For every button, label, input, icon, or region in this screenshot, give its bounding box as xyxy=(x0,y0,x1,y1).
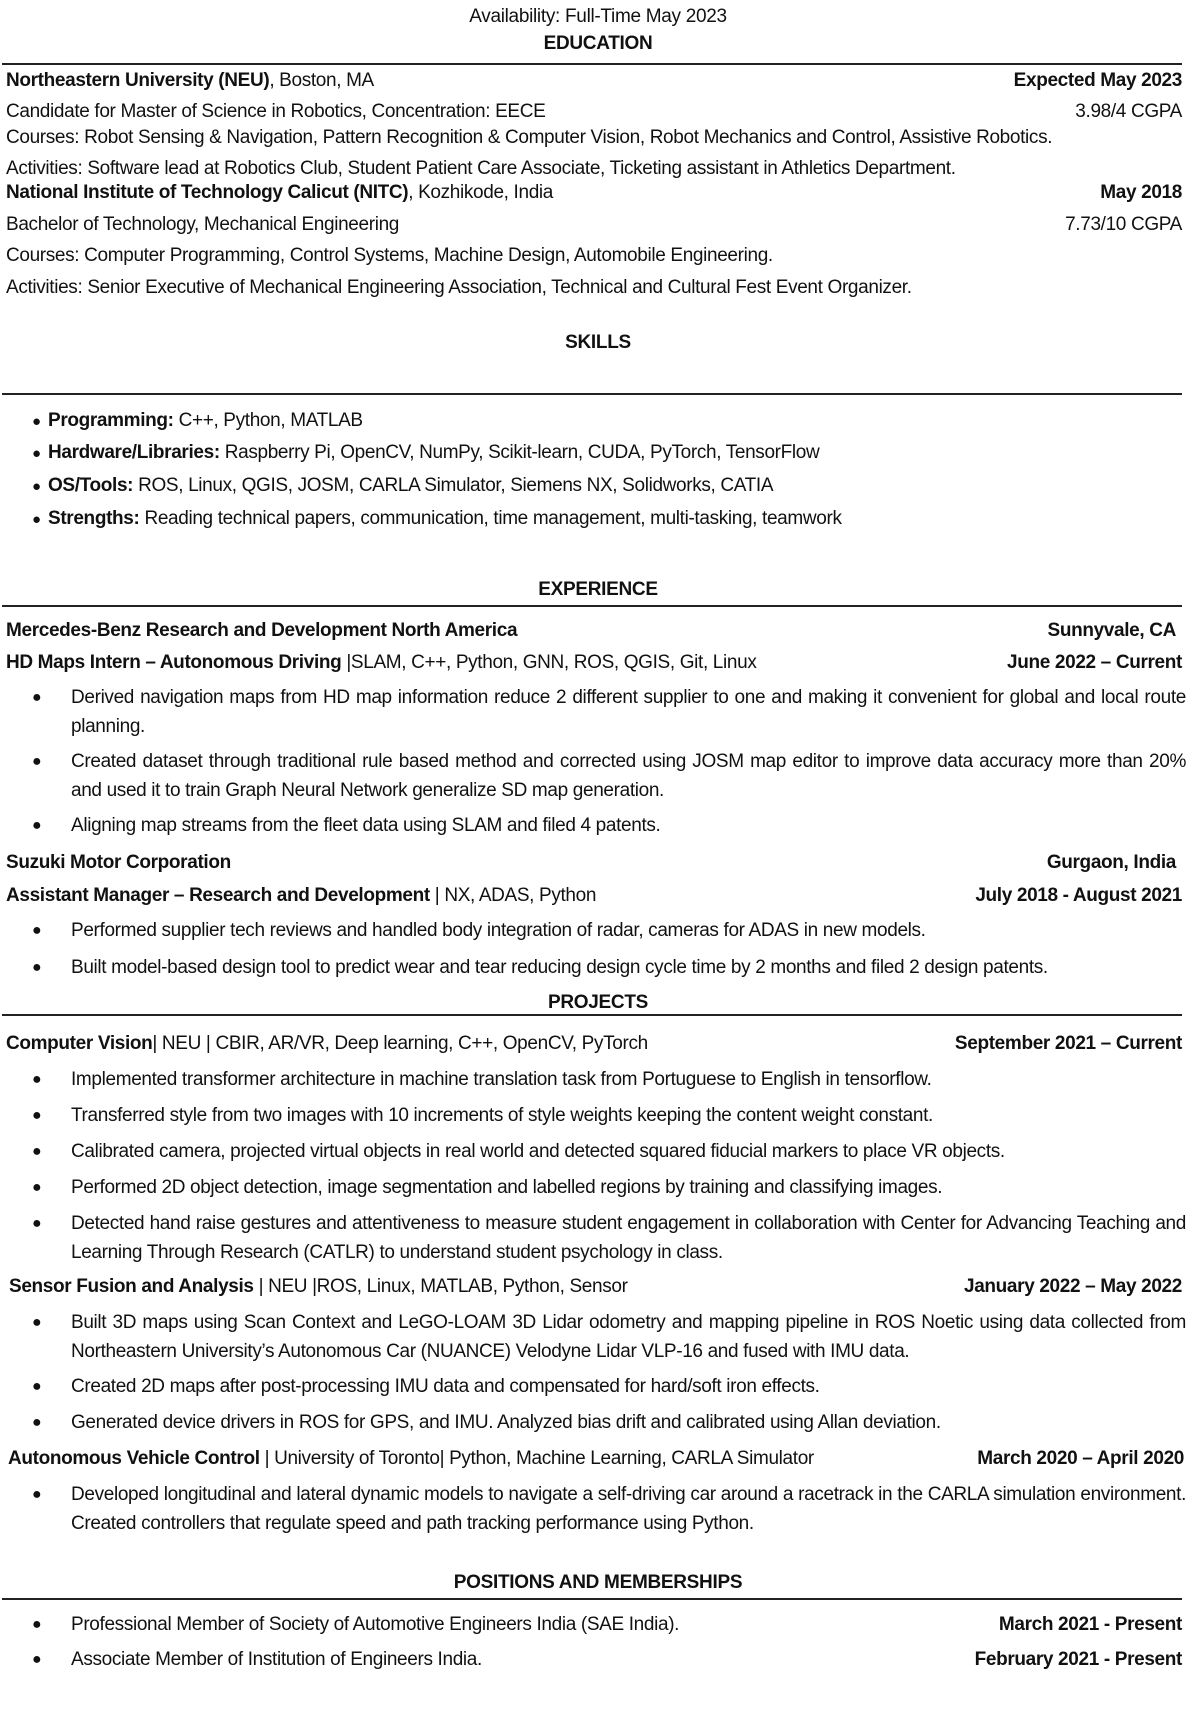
section-divider xyxy=(2,1014,1182,1016)
membership-text: Associate Member of Institution of Engineers India. xyxy=(71,1649,482,1670)
company-location: Gurgaon, India xyxy=(1046,852,1176,873)
skill-value: C++, Python, MATLAB xyxy=(173,410,363,431)
bullet-text: Generated device drivers in ROS for GPS, and IMU. Analyzed bias drift and calibrated using Allan deviation. xyxy=(71,1412,941,1433)
company-location: Sunnyvale, CA xyxy=(1047,620,1176,641)
company-name: Mercedes-Benz Research and Development North America xyxy=(6,620,518,641)
section-heading-education: EDUCATION xyxy=(543,33,653,54)
bullet-icon: ● xyxy=(32,1378,42,1395)
section-heading-positions: POSITIONS AND MEMBERSHIPS xyxy=(453,1572,743,1593)
section-heading-experience: EXPERIENCE xyxy=(538,579,658,600)
degree: Bachelor of Technology, Mechanical Engineering xyxy=(6,214,400,235)
activities-text: Activities: Software lead at Robotics Club, Student Patient Care Associate, Ticketing assistant in Athletics Department. xyxy=(6,158,956,179)
project-title: Sensor Fusion and Analysis xyxy=(9,1276,254,1297)
bullet-text: Built model-based design tool to predict wear and tear reducing design cycle time by 2 months and filed 2 design patents. xyxy=(71,957,1048,978)
skill-value: ROS, Linux, QGIS, JOSM, CARLA Simulator, Siemens NX, Solidworks, CATIA xyxy=(133,475,774,496)
company-name: Suzuki Motor Corporation xyxy=(6,852,231,873)
project-title: Computer Vision xyxy=(6,1033,153,1054)
bullet-text: Built 3D maps using Scan Context and LeGO-LOAM 3D Lidar odometry and mapping pipeline in ROS Noetic using data collected from Northeastern University’s Autonomous Car (NUANCE) Velodyne Lidar VLP-16 and fused with IMU data. xyxy=(71,1312,1186,1362)
project-date: March 2020 – April 2020 xyxy=(977,1448,1184,1469)
bullet-icon: ● xyxy=(32,1616,42,1633)
project-date: January 2022 – May 2022 xyxy=(963,1276,1182,1297)
education-date: May 2018 xyxy=(1100,182,1182,203)
section-divider xyxy=(2,393,1182,395)
bullet-icon: ● xyxy=(32,1107,42,1124)
bullet-icon: ● xyxy=(32,445,41,462)
bullet-icon: ● xyxy=(32,413,41,430)
bullet-text: Detected hand raise gestures and attentiveness to measure student engagement in collaboration with Center for Advancing Teaching and Learning Through Research (CATLR) to understand student psychology in class. xyxy=(71,1213,1186,1263)
skill-label: OS/Tools: xyxy=(48,475,134,496)
bullet-icon: ● xyxy=(32,817,42,834)
availability: Availability: Full-Time May 2023 xyxy=(469,6,727,27)
project-tech: | NEU | CBIR, AR/VR, Deep learning, C++, OpenCV, PyTorch xyxy=(152,1033,648,1054)
bullet-text: Calibrated camera, projected virtual objects in real world and detected squared fiducial markers to place VR objects. xyxy=(71,1141,1005,1162)
project-tech: | University of Toronto| Python, Machine Learning, CARLA Simulator xyxy=(259,1448,814,1469)
school-name: Northeastern University (NEU) xyxy=(6,70,270,91)
bullet-icon: ● xyxy=(32,1179,42,1196)
skill-item xyxy=(32,441,819,466)
membership-text: Professional Member of Society of Automotive Engineers India (SAE India). xyxy=(71,1614,680,1635)
bullet-text: Performed supplier tech reviews and handled body integration of radar, cameras for ADAS in new models. xyxy=(71,920,926,941)
bullet-icon: ● xyxy=(32,689,42,706)
activities-text: Activities: Senior Executive of Mechanical Engineering Association, Technical and Cultural Fest Event Organizer. xyxy=(6,277,912,298)
bullet-icon: ● xyxy=(32,478,41,495)
bullet-icon: ● xyxy=(32,1486,42,1503)
school-location: , Boston, MA xyxy=(269,70,374,91)
courses-text: Courses: Computer Programming, Control Systems, Machine Design, Automobile Engineering. xyxy=(6,245,773,266)
project-title: Autonomous Vehicle Control xyxy=(8,1448,260,1469)
membership-date: March 2021 - Present xyxy=(998,1614,1182,1635)
skill-value: Reading technical papers, communication, time management, multi-tasking, teamwork xyxy=(139,508,842,529)
education-date: Expected May 2023 xyxy=(1013,70,1182,91)
section-divider xyxy=(2,63,1182,65)
bullet-text: Aligning map streams from the fleet data using SLAM and filed 4 patents. xyxy=(71,815,661,836)
role-tech: |SLAM, C++, Python, GNN, ROS, QGIS, Git, Linux xyxy=(341,652,757,673)
bullet-icon: ● xyxy=(32,1314,42,1331)
skill-item xyxy=(32,409,363,434)
school-name: National Institute of Technology Calicut (NITC) xyxy=(6,182,409,203)
gpa: 7.73/10 CGPA xyxy=(1065,214,1182,235)
bullet-icon: ● xyxy=(32,1651,42,1668)
skill-label: Hardware/Libraries: xyxy=(48,442,220,463)
role-tech: | NX, ADAS, Python xyxy=(429,885,597,906)
bullet-icon: ● xyxy=(32,959,42,976)
bullet-text: Derived navigation maps from HD map information reduce 2 different supplier to one and making it convenient for global and local route planning. xyxy=(71,687,1186,737)
school-location: , Kozhikode, India xyxy=(408,182,553,203)
bullet-icon: ● xyxy=(32,753,42,770)
role-date: July 2018 - August 2021 xyxy=(975,885,1182,906)
bullet-text: Implemented transformer architecture in machine translation task from Portuguese to English in tensorflow. xyxy=(71,1069,932,1090)
bullet-text: Developed longitudinal and lateral dynamic models to navigate a self-driving car around a racetrack in the CARLA simulation environment. Created controllers that regulate speed and path tracking performance using Python. xyxy=(71,1484,1186,1534)
gpa: 3.98/4 CGPA xyxy=(1075,101,1182,122)
role-title: Assistant Manager – Research and Development xyxy=(6,885,430,906)
skill-label: Programming: xyxy=(48,410,174,431)
bullet-text: Created 2D maps after post-processing IMU data and compensated for hard/soft iron effects. xyxy=(71,1376,820,1397)
skill-item xyxy=(32,507,842,532)
bullet-icon: ● xyxy=(32,1414,42,1431)
bullet-icon: ● xyxy=(32,511,41,528)
bullet-text: Performed 2D object detection, image segmentation and labelled regions by training and classifying images. xyxy=(71,1177,943,1198)
skill-value: Raspberry Pi, OpenCV, NumPy, Scikit-learn, CUDA, PyTorch, TensorFlow xyxy=(219,442,820,463)
section-heading-projects: PROJECTS xyxy=(547,992,648,1013)
skill-label: Strengths: xyxy=(48,508,140,529)
bullet-icon: ● xyxy=(32,1071,42,1088)
membership-date: February 2021 - Present xyxy=(974,1649,1182,1670)
bullet-icon: ● xyxy=(32,922,42,939)
courses-text: Courses: Robot Sensing & Navigation, Pattern Recognition & Computer Vision, Robot Mechanics and Control, Assistive Robotics. xyxy=(6,127,1053,148)
degree: Candidate for Master of Science in Robotics, Concentration: EECE xyxy=(6,101,546,122)
role-date: June 2022 – Current xyxy=(1007,652,1182,673)
bullet-text: Created dataset through traditional rule based method and corrected using JOSM map editor to improve data accuracy more than 20% and used it to train Graph Neural Network generalize SD map generation. xyxy=(71,751,1186,801)
project-date: September 2021 – Current xyxy=(954,1033,1182,1054)
project-tech: | NEU |ROS, Linux, MATLAB, Python, Sensor xyxy=(253,1276,628,1297)
section-divider xyxy=(2,605,1182,607)
skill-item xyxy=(32,474,773,499)
role-title: HD Maps Intern – Autonomous Driving xyxy=(6,652,342,673)
section-heading-skills: SKILLS xyxy=(565,332,631,353)
section-divider xyxy=(2,1598,1182,1600)
bullet-icon: ● xyxy=(32,1215,42,1232)
bullet-icon: ● xyxy=(32,1143,42,1160)
bullet-text: Transferred style from two images with 10 increments of style weights keeping the content weight constant. xyxy=(71,1105,933,1126)
